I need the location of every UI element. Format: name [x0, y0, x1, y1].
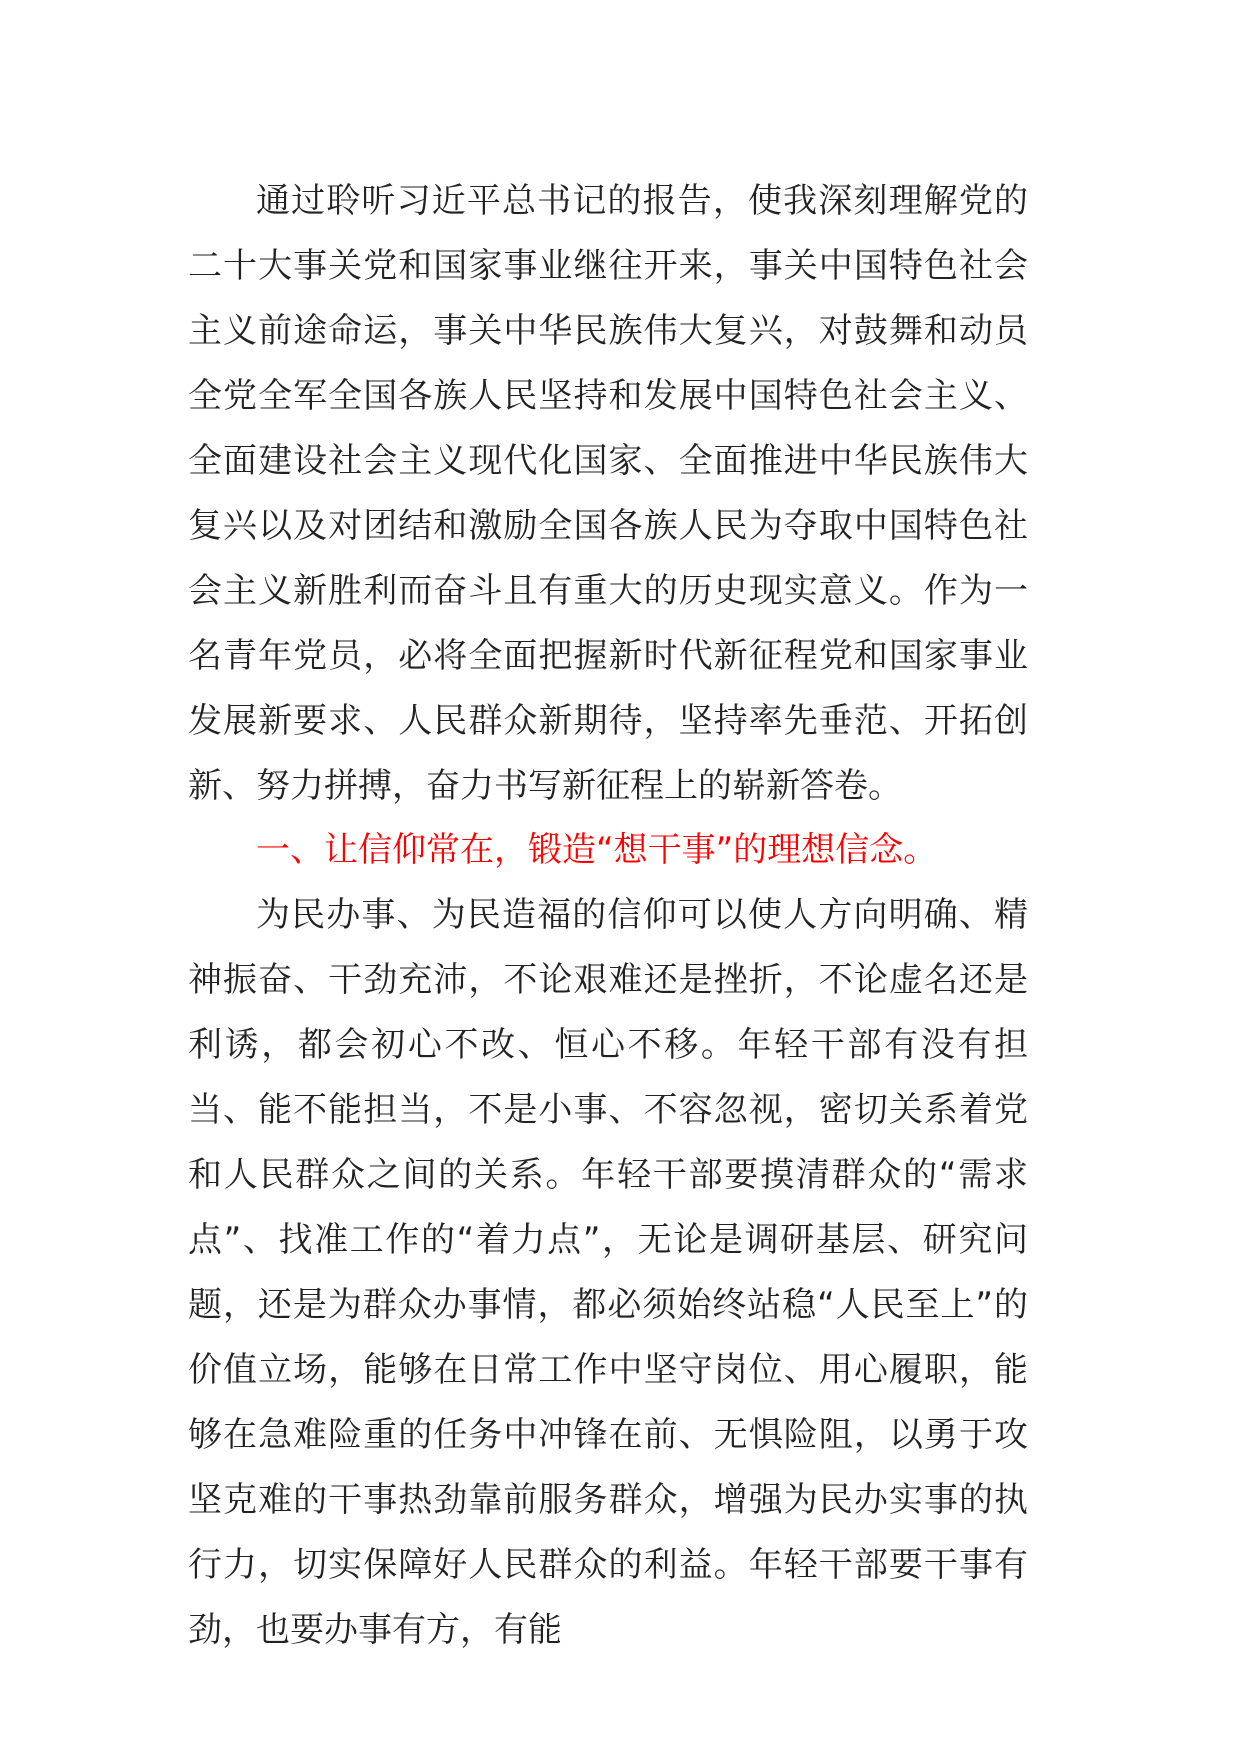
section-heading-1: 一、让信仰常在，锻造“想干事”的理想信念。	[256, 830, 938, 870]
body-paragraph-1: 通过聆听习近平总书记的报告，使我深刻理解党的二十大事关党和国家事业继往开来，事关中国特色社会主义前途命运，事关中华民族伟大复兴，对鼓舞和动员全党全军全国各族人民坚持和发展中国特色社会主义、全面建设社会主义现代化国家、全面推进中华民族伟大复兴以及对团结和激励全国各族人民为夺取中国特色社会主义新胜利而奋斗且有重大的历史现实意义。作为一名青年党员，必将全面把握新时代新征程党和国家事业发展新要求、人民群众新期待，坚持率先垂范、开拓创新、努力拼搏，奋力书写新征程上的崭新答卷。	[188, 181, 1028, 806]
body-paragraph-2: 为民办事、为民造福的信仰可以使人方向明确、精神振奋、干劲充沛，不论艰难还是挫折，不论虚名还是利诱，都会初心不改、恒心不移。年轻干部有没有担当、能不能担当，不是小事、不容忽视，密切关系着党和人民群众之间的关系。年轻干部要摸清群众的“需求点”、找准工作的“着力点”，无论是调研基层、研究问题，还是为群众办事情，都必须始终站稳“人民至上”的价值立场，能够在日常工作中坚守岗位、用心履职，能够在急难险重的任务中冲锋在前、无惧险阻，以勇于攻坚克难的干事热劲靠前服务群众，增强为民办实事的执行力，切实保障好人民群众的利益。年轻干部要干事有劲，也要办事有方，有能	[188, 895, 1028, 1650]
